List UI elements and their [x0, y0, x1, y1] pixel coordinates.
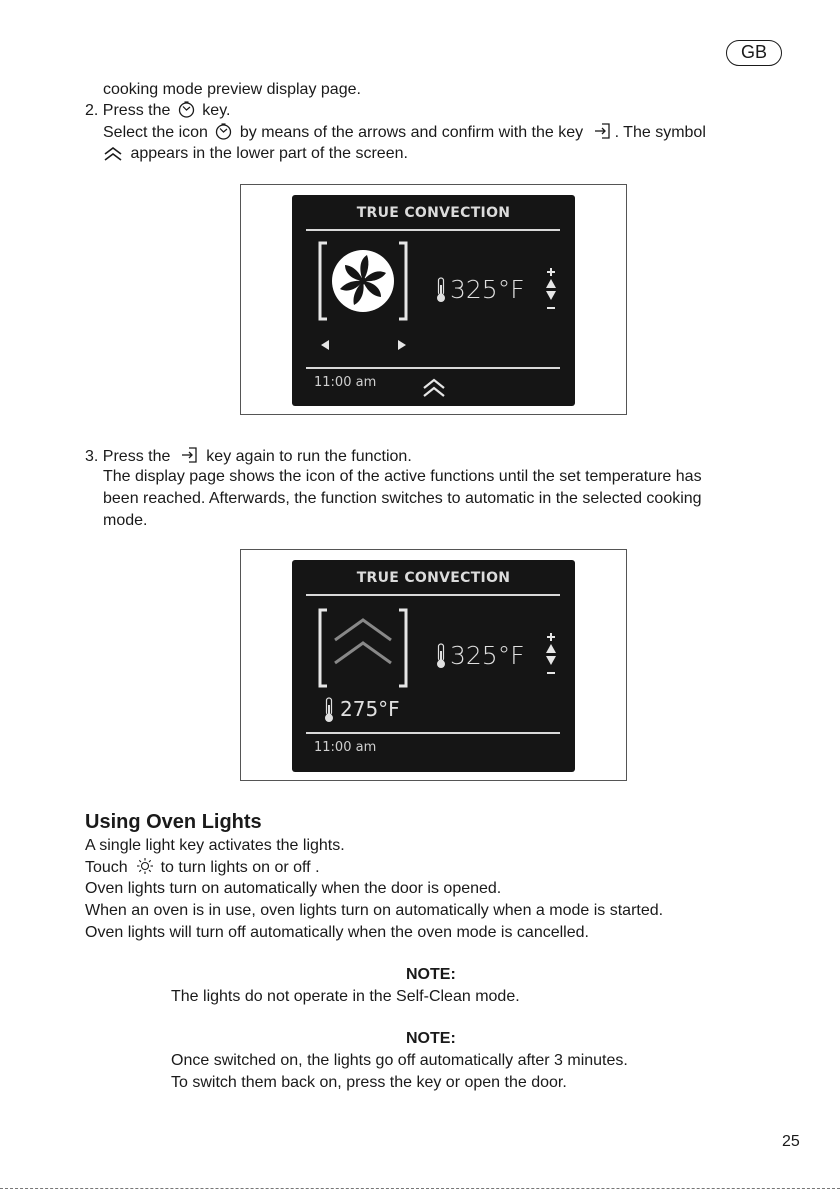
note-text: To switch them back on, press the key or open the door.	[171, 1074, 567, 1091]
step2-line1-text-b: key.	[202, 102, 231, 119]
step2-line1-text-a: Press the	[102, 102, 171, 119]
arrow-down-icon	[546, 291, 556, 300]
page-number: 25	[782, 1133, 800, 1150]
step3-line1-text-a: Press the	[102, 448, 171, 465]
step2-line2-text-c: . The symbol	[614, 124, 706, 141]
divider	[306, 732, 560, 734]
thermometer-icon	[323, 697, 335, 723]
fan-icon	[315, 241, 411, 321]
arrow-up-icon	[546, 279, 556, 288]
lights-line1: A single light key activates the lights.	[85, 837, 345, 854]
chevron-up-icon	[422, 378, 446, 398]
confirm-key-icon	[181, 446, 199, 469]
divider	[306, 594, 560, 596]
note-text: The lights do not operate in the Self-Clean mode.	[171, 988, 520, 1005]
lights-line2	[85, 857, 320, 880]
step2-line1	[85, 101, 230, 123]
lights-line2-text-a: Touch	[85, 859, 128, 876]
step3-line4: mode.	[103, 512, 148, 529]
thermometer-icon	[435, 643, 447, 669]
clock-display: 11:00 am	[314, 375, 377, 390]
preheat-indicator-icon	[315, 608, 411, 688]
note-title: NOTE:	[406, 1030, 456, 1047]
arrow-up-icon	[546, 644, 556, 653]
oven-display-2	[292, 560, 575, 772]
step2-line2	[103, 122, 706, 145]
step3-line3: been reached. Afterwards, the function switches to automatic in the selected cooking	[103, 490, 702, 507]
step3-number: 3.	[85, 448, 99, 465]
step2-number: 2.	[85, 102, 99, 119]
lights-line2-text-b: to turn lights on or off .	[160, 859, 320, 876]
note-text: Once switched on, the lights go off automatically after 3 minutes.	[171, 1052, 628, 1069]
note-title: NOTE:	[406, 966, 456, 983]
page-edge-divider	[0, 1188, 840, 1189]
divider	[306, 367, 560, 369]
temperature-adjust-icons	[543, 267, 559, 313]
plus-icon	[547, 633, 555, 641]
temperature-adjust-icons	[543, 632, 559, 678]
display-title: TRUE CONVECTION	[356, 570, 511, 586]
lights-line3: Oven lights turn on automatically when the door is opened.	[85, 880, 502, 897]
step3-line1	[85, 446, 412, 469]
step3-line1-text-b: key again to run the function.	[206, 448, 412, 465]
current-temperature: 275°F	[340, 697, 400, 721]
set-temperature: 325°F	[450, 641, 525, 670]
lights-line5: Oven lights will turn off automatically when the oven mode is cancelled.	[85, 924, 589, 941]
arrow-down-icon	[546, 656, 556, 665]
step2-line2-text-a: Select the icon	[103, 124, 208, 141]
set-temperature: 325°F	[450, 275, 525, 304]
step2-line2-text-b: by means of the arrows and confirm with the key	[239, 124, 584, 141]
step3-line2: The display page shows the icon of the active functions until the set temperature has	[103, 468, 702, 485]
arrow-right-icon	[397, 339, 407, 351]
section-heading: Using Oven Lights	[85, 811, 262, 833]
step2-line3-text: appears in the lower part of the screen.	[130, 145, 408, 162]
lights-line4: When an oven is in use, oven lights turn on automatically when a mode is started.	[85, 902, 664, 919]
display-title: TRUE CONVECTION	[356, 205, 511, 221]
divider	[306, 229, 560, 231]
plus-icon	[547, 268, 555, 276]
confirm-key-icon	[594, 122, 612, 145]
thermometer-icon	[435, 277, 447, 303]
step2-line3	[103, 144, 408, 166]
figure-1-frame	[240, 184, 627, 415]
oven-display-1	[292, 195, 575, 406]
timer-icon	[215, 123, 232, 145]
step1-continuation: cooking mode preview display page.	[103, 81, 361, 98]
region-badge: GB	[726, 40, 782, 66]
timer-icon	[178, 101, 195, 123]
light-icon	[136, 857, 154, 880]
figure-2-frame	[240, 549, 627, 781]
clock-display: 11:00 am	[314, 740, 377, 755]
chevron-up-icon	[103, 146, 123, 166]
arrow-left-icon	[320, 339, 330, 351]
